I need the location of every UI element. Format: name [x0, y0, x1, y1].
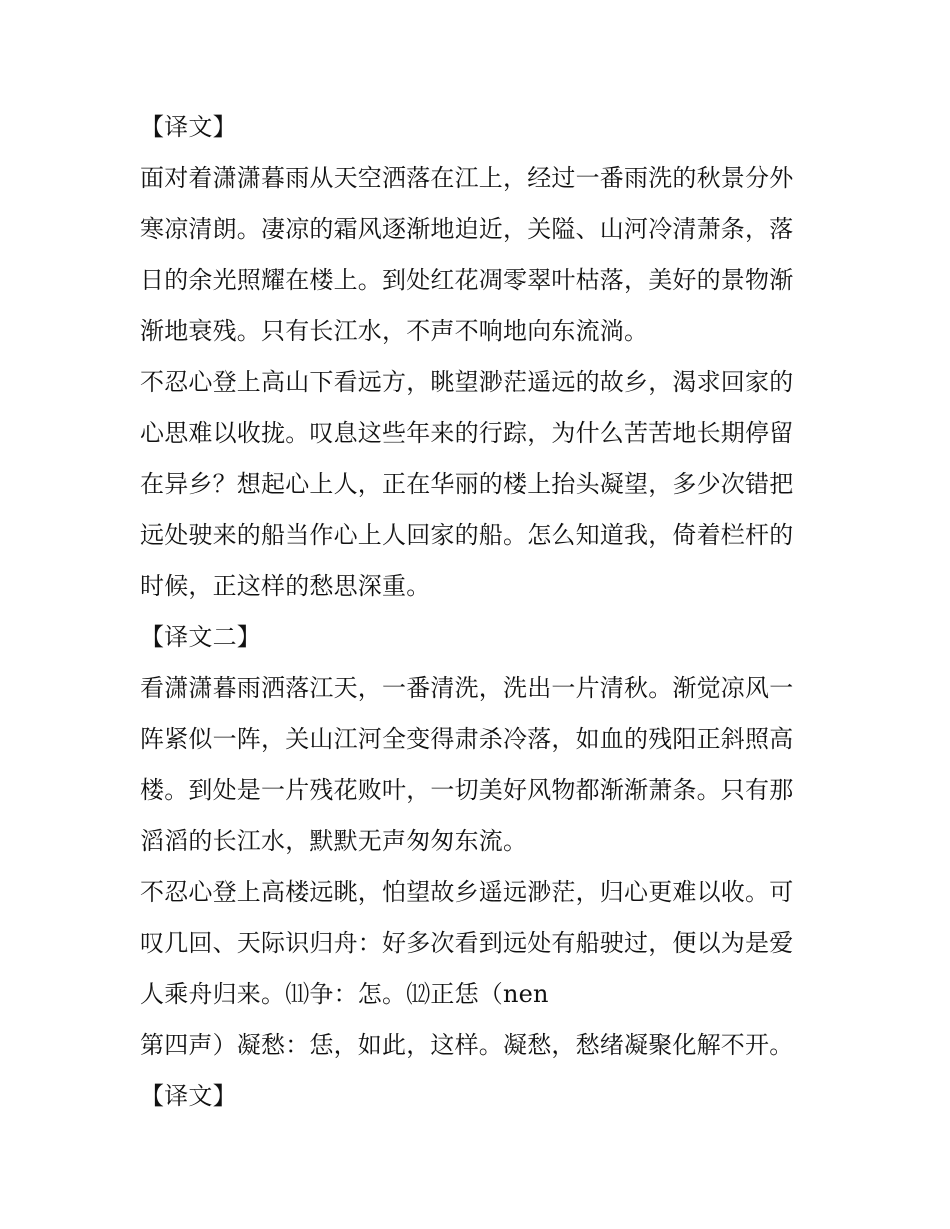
text-line: 寒凉清朗。凄凉的霜风逐渐地迫近，关隘、山河冷清萧条，落	[140, 215, 794, 243]
heading-translation-two: 【译文二】	[140, 623, 261, 651]
text-line: 不忍心登上高楼远眺，怕望故乡遥远渺茫，归心更难以收。可	[140, 878, 794, 906]
text-line: 心思难以收拢。叹息这些年来的行踪，为什么苦苦地长期停留	[140, 419, 794, 447]
text-line: 看潇潇暮雨洒落江天，一番清洗，洗出一片清秋。渐觉凉风一	[140, 674, 794, 702]
text-line: 面对着潇潇暮雨从天空洒落在江上，经过一番雨洗的秋景分外	[140, 164, 794, 192]
heading-translation: 【译文】	[140, 113, 237, 141]
text-line: 叹几回、天际识归舟：好多次看到远处有船驶过，便以为是爱	[140, 929, 794, 957]
text-line: 日的余光照耀在楼上。到处红花凋零翠叶枯落，美好的景物渐	[140, 266, 794, 294]
text-line: 不忍心登上高山下看远方，眺望渺茫遥远的故乡，渴求回家的	[140, 368, 794, 396]
text-line: 人乘舟归来。⑾争：怎。⑿正恁（nen	[140, 980, 549, 1008]
text-line: 第四声）凝愁：恁，如此，这样。凝愁，愁绪凝聚化解不开。	[140, 1031, 794, 1059]
document-page	[140, 102, 830, 1122]
heading-translation-repeat: 【译文】	[140, 1082, 237, 1110]
text-line: 阵紧似一阵，关山江河全变得肃杀冷落，如血的残阳正斜照高	[140, 725, 794, 753]
text-line: 在异乡？想起心上人，正在华丽的楼上抬头凝望，多少次错把	[140, 470, 794, 498]
text-line: 时候，正这样的愁思深重。	[140, 572, 431, 600]
text-line: 滔滔的长江水，默默无声匆匆东流。	[140, 827, 528, 855]
text-line: 楼。到处是一片残花败叶，一切美好风物都渐渐萧条。只有那	[140, 776, 794, 804]
text-line: 远处驶来的船当作心上人回家的船。怎么知道我，倚着栏杆的	[140, 521, 794, 549]
text-line: 渐地衰残。只有长江水，不声不响地向东流淌。	[140, 317, 649, 345]
